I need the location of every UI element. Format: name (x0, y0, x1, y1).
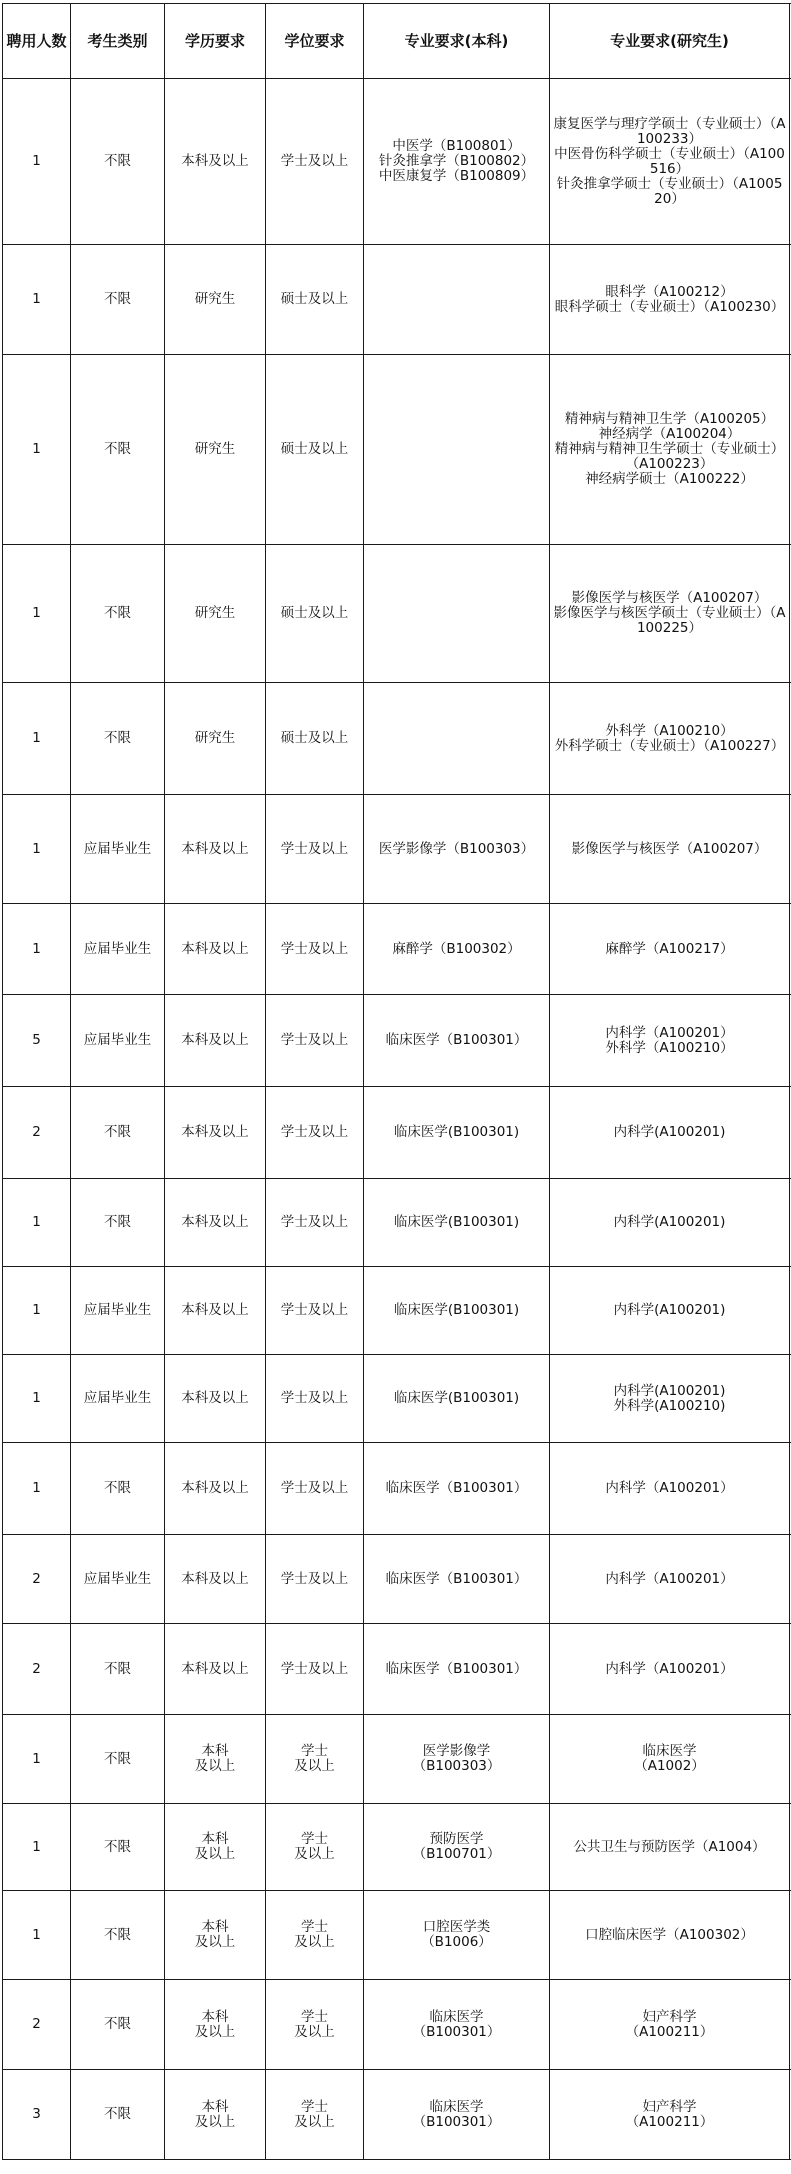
cell-category: 不限 (71, 79, 165, 245)
cell-category: 不限 (71, 2070, 165, 2160)
table-row (3, 1355, 791, 1443)
table-row (3, 1179, 791, 1267)
cell-education: 本科及以上 (165, 995, 266, 1087)
cell-major-graduate: 内科学（A100201） (550, 1443, 790, 1535)
cell-degree: 学士 及以上 (266, 1891, 364, 1980)
cell-major-graduate: 麻醉学（A100217） (550, 904, 790, 995)
cell-education: 本科 及以上 (165, 2070, 266, 2160)
cell-major-graduate: 口腔临床医学（A100302） (550, 1891, 790, 1980)
table-row (3, 1804, 791, 1891)
cell-major-graduate: 内科学（A100201） (550, 1624, 790, 1715)
cell-category: 不限 (71, 1980, 165, 2070)
table-row (3, 545, 791, 683)
cell-education: 本科 及以上 (165, 1804, 266, 1891)
cell-count: 1 (3, 683, 71, 795)
cell-major-graduate: 内科学(A100201) (550, 1267, 790, 1355)
cell-education: 研究生 (165, 355, 266, 545)
cell-degree: 学士 及以上 (266, 1804, 364, 1891)
cell-major-graduate: 妇产科学 （A100211） (550, 1980, 790, 2070)
table-row (3, 1715, 791, 1804)
cell-degree: 学士及以上 (266, 1624, 364, 1715)
cell-category: 不限 (71, 355, 165, 545)
cell-category: 应届毕业生 (71, 904, 165, 995)
table-row (3, 904, 791, 995)
cell-count: 1 (3, 1267, 71, 1355)
header-count: 聘用人数 (3, 4, 71, 79)
cell-category: 不限 (71, 1624, 165, 1715)
table-row (3, 1891, 791, 1980)
table-row (3, 995, 791, 1087)
table-row (3, 79, 791, 245)
cell-degree: 学士 及以上 (266, 1980, 364, 2070)
cell-category: 不限 (71, 1443, 165, 1535)
cell-major-undergrad: 医学影像学 （B100303） (364, 1715, 550, 1804)
cell-degree: 硕士及以上 (266, 545, 364, 683)
cell-major-undergrad: 中医学（B100801） 针灸推拿学（B100802） 中医康复学（B100809） (364, 79, 550, 245)
cell-count: 2 (3, 1624, 71, 1715)
cell-major-undergrad: 临床医学(B100301) (364, 1355, 550, 1443)
cell-education: 本科及以上 (165, 1179, 266, 1267)
table-row (3, 355, 791, 545)
cell-major-undergrad (364, 683, 550, 795)
cell-major-graduate: 内科学（A100201） 外科学（A100210） (550, 995, 790, 1087)
cell-count: 1 (3, 1355, 71, 1443)
cell-category: 不限 (71, 1179, 165, 1267)
cell-education: 研究生 (165, 683, 266, 795)
cell-degree: 学士及以上 (266, 1535, 364, 1624)
table-row (3, 2070, 791, 2160)
cell-count: 2 (3, 1087, 71, 1179)
cell-count: 1 (3, 1715, 71, 1804)
cell-degree: 学士 及以上 (266, 1715, 364, 1804)
cell-major-undergrad: 预防医学 （B100701） (364, 1804, 550, 1891)
cell-major-graduate: 内科学(A100201) 外科学(A100210) (550, 1355, 790, 1443)
cell-major-undergrad: 临床医学（B100301） (364, 995, 550, 1087)
cell-count: 1 (3, 355, 71, 545)
cell-category: 不限 (71, 1715, 165, 1804)
cell-education: 研究生 (165, 245, 266, 355)
table-row (3, 245, 791, 355)
cell-major-graduate: 妇产科学 （A100211） (550, 2070, 790, 2160)
table-row (3, 1443, 791, 1535)
cell-major-graduate: 临床医学 （A1002） (550, 1715, 790, 1804)
cell-major-undergrad: 口腔医学类 （B1006） (364, 1891, 550, 1980)
cell-education: 本科及以上 (165, 1087, 266, 1179)
cell-education: 本科 及以上 (165, 1980, 266, 2070)
cell-major-undergrad: 临床医学 （B100301） (364, 2070, 550, 2160)
cell-count: 2 (3, 1980, 71, 2070)
cell-category: 不限 (71, 1087, 165, 1179)
cell-count: 1 (3, 79, 71, 245)
cell-education: 本科 及以上 (165, 1715, 266, 1804)
cell-count: 1 (3, 1891, 71, 1980)
cell-count: 1 (3, 1804, 71, 1891)
cell-major-undergrad (364, 355, 550, 545)
cell-major-graduate: 眼科学（A100212） 眼科学硕士（专业硕士）（A100230） (550, 245, 790, 355)
cell-category: 不限 (71, 1804, 165, 1891)
table-row (3, 683, 791, 795)
cell-major-undergrad (364, 545, 550, 683)
cell-category: 应届毕业生 (71, 1535, 165, 1624)
cell-education: 本科及以上 (165, 1443, 266, 1535)
cell-count: 5 (3, 995, 71, 1087)
cell-major-undergrad: 临床医学(B100301) (364, 1179, 550, 1267)
cell-degree: 学士 及以上 (266, 2070, 364, 2160)
cell-category: 不限 (71, 683, 165, 795)
cell-major-graduate: 外科学（A100210） 外科学硕士（专业硕士）（A100227） (550, 683, 790, 795)
cell-count: 1 (3, 795, 71, 904)
cell-education: 本科 及以上 (165, 1891, 266, 1980)
header-major-graduate: 专业要求(研究生) (550, 4, 790, 79)
cell-count: 1 (3, 1179, 71, 1267)
header-row (3, 4, 791, 79)
cell-category: 应届毕业生 (71, 995, 165, 1087)
cell-degree: 学士及以上 (266, 1443, 364, 1535)
cell-count: 2 (3, 1535, 71, 1624)
cell-count: 1 (3, 245, 71, 355)
table-row (3, 1624, 791, 1715)
cell-category: 应届毕业生 (71, 1267, 165, 1355)
cell-degree: 学士及以上 (266, 1355, 364, 1443)
cell-degree: 学士及以上 (266, 1179, 364, 1267)
cell-education: 本科及以上 (165, 904, 266, 995)
recruitment-table (2, 3, 791, 2160)
cell-major-graduate: 影像医学与核医学（A100207） 影像医学与核医学硕士（专业硕士）（A100225） (550, 545, 790, 683)
cell-count: 3 (3, 2070, 71, 2160)
cell-count: 1 (3, 1443, 71, 1535)
cell-category: 不限 (71, 1891, 165, 1980)
cell-degree: 学士及以上 (266, 1267, 364, 1355)
cell-major-graduate: 内科学(A100201) (550, 1179, 790, 1267)
cell-category: 应届毕业生 (71, 795, 165, 904)
cell-major-graduate: 公共卫生与预防医学（A1004） (550, 1804, 790, 1891)
cell-major-undergrad: 临床医学（B100301） (364, 1443, 550, 1535)
cell-major-graduate: 内科学（A100201） (550, 1535, 790, 1624)
cell-education: 本科及以上 (165, 1355, 266, 1443)
table-row (3, 1535, 791, 1624)
cell-major-graduate: 影像医学与核医学（A100207） (550, 795, 790, 904)
cell-major-undergrad: 临床医学(B100301) (364, 1267, 550, 1355)
cell-education: 研究生 (165, 545, 266, 683)
cell-count: 1 (3, 904, 71, 995)
table-row (3, 795, 791, 904)
cell-count: 1 (3, 545, 71, 683)
cell-major-graduate: 精神病与精神卫生学（A100205） 神经病学（A100204） 精神病与精神卫生学硕士（专业硕士）（A100223） 神经病学硕士（A100222） (550, 355, 790, 545)
table-row (3, 1267, 791, 1355)
cell-degree: 学士及以上 (266, 1087, 364, 1179)
cell-major-undergrad (364, 245, 550, 355)
cell-degree: 学士及以上 (266, 904, 364, 995)
cell-major-graduate: 内科学(A100201) (550, 1087, 790, 1179)
cell-education: 本科及以上 (165, 795, 266, 904)
cell-category: 不限 (71, 245, 165, 355)
header-degree: 学位要求 (266, 4, 364, 79)
header-major-undergrad: 专业要求(本科) (364, 4, 550, 79)
cell-degree: 学士及以上 (266, 795, 364, 904)
header-education: 学历要求 (165, 4, 266, 79)
cell-education: 本科及以上 (165, 1535, 266, 1624)
cell-education: 本科及以上 (165, 79, 266, 245)
cell-category: 应届毕业生 (71, 1355, 165, 1443)
cell-major-undergrad: 临床医学(B100301) (364, 1087, 550, 1179)
header-category: 考生类别 (71, 4, 165, 79)
table-row (3, 1980, 791, 2070)
cell-major-undergrad: 临床医学 （B100301） (364, 1980, 550, 2070)
cell-major-undergrad: 医学影像学（B100303） (364, 795, 550, 904)
cell-major-undergrad: 临床医学（B100301） (364, 1535, 550, 1624)
cell-degree: 硕士及以上 (266, 683, 364, 795)
cell-education: 本科及以上 (165, 1624, 266, 1715)
cell-major-undergrad: 麻醉学（B100302） (364, 904, 550, 995)
cell-degree: 学士及以上 (266, 79, 364, 245)
cell-major-graduate: 康复医学与理疗学硕士（专业硕士）（A100233） 中医骨伤科学硕士（专业硕士）（A100516） 针灸推拿学硕士（专业硕士）（A100520） (550, 79, 790, 245)
cell-degree: 学士及以上 (266, 995, 364, 1087)
table-row (3, 1087, 791, 1179)
cell-degree: 硕士及以上 (266, 245, 364, 355)
cell-education: 本科及以上 (165, 1267, 266, 1355)
cell-major-undergrad: 临床医学（B100301） (364, 1624, 550, 1715)
cell-degree: 硕士及以上 (266, 355, 364, 545)
cell-category: 不限 (71, 545, 165, 683)
